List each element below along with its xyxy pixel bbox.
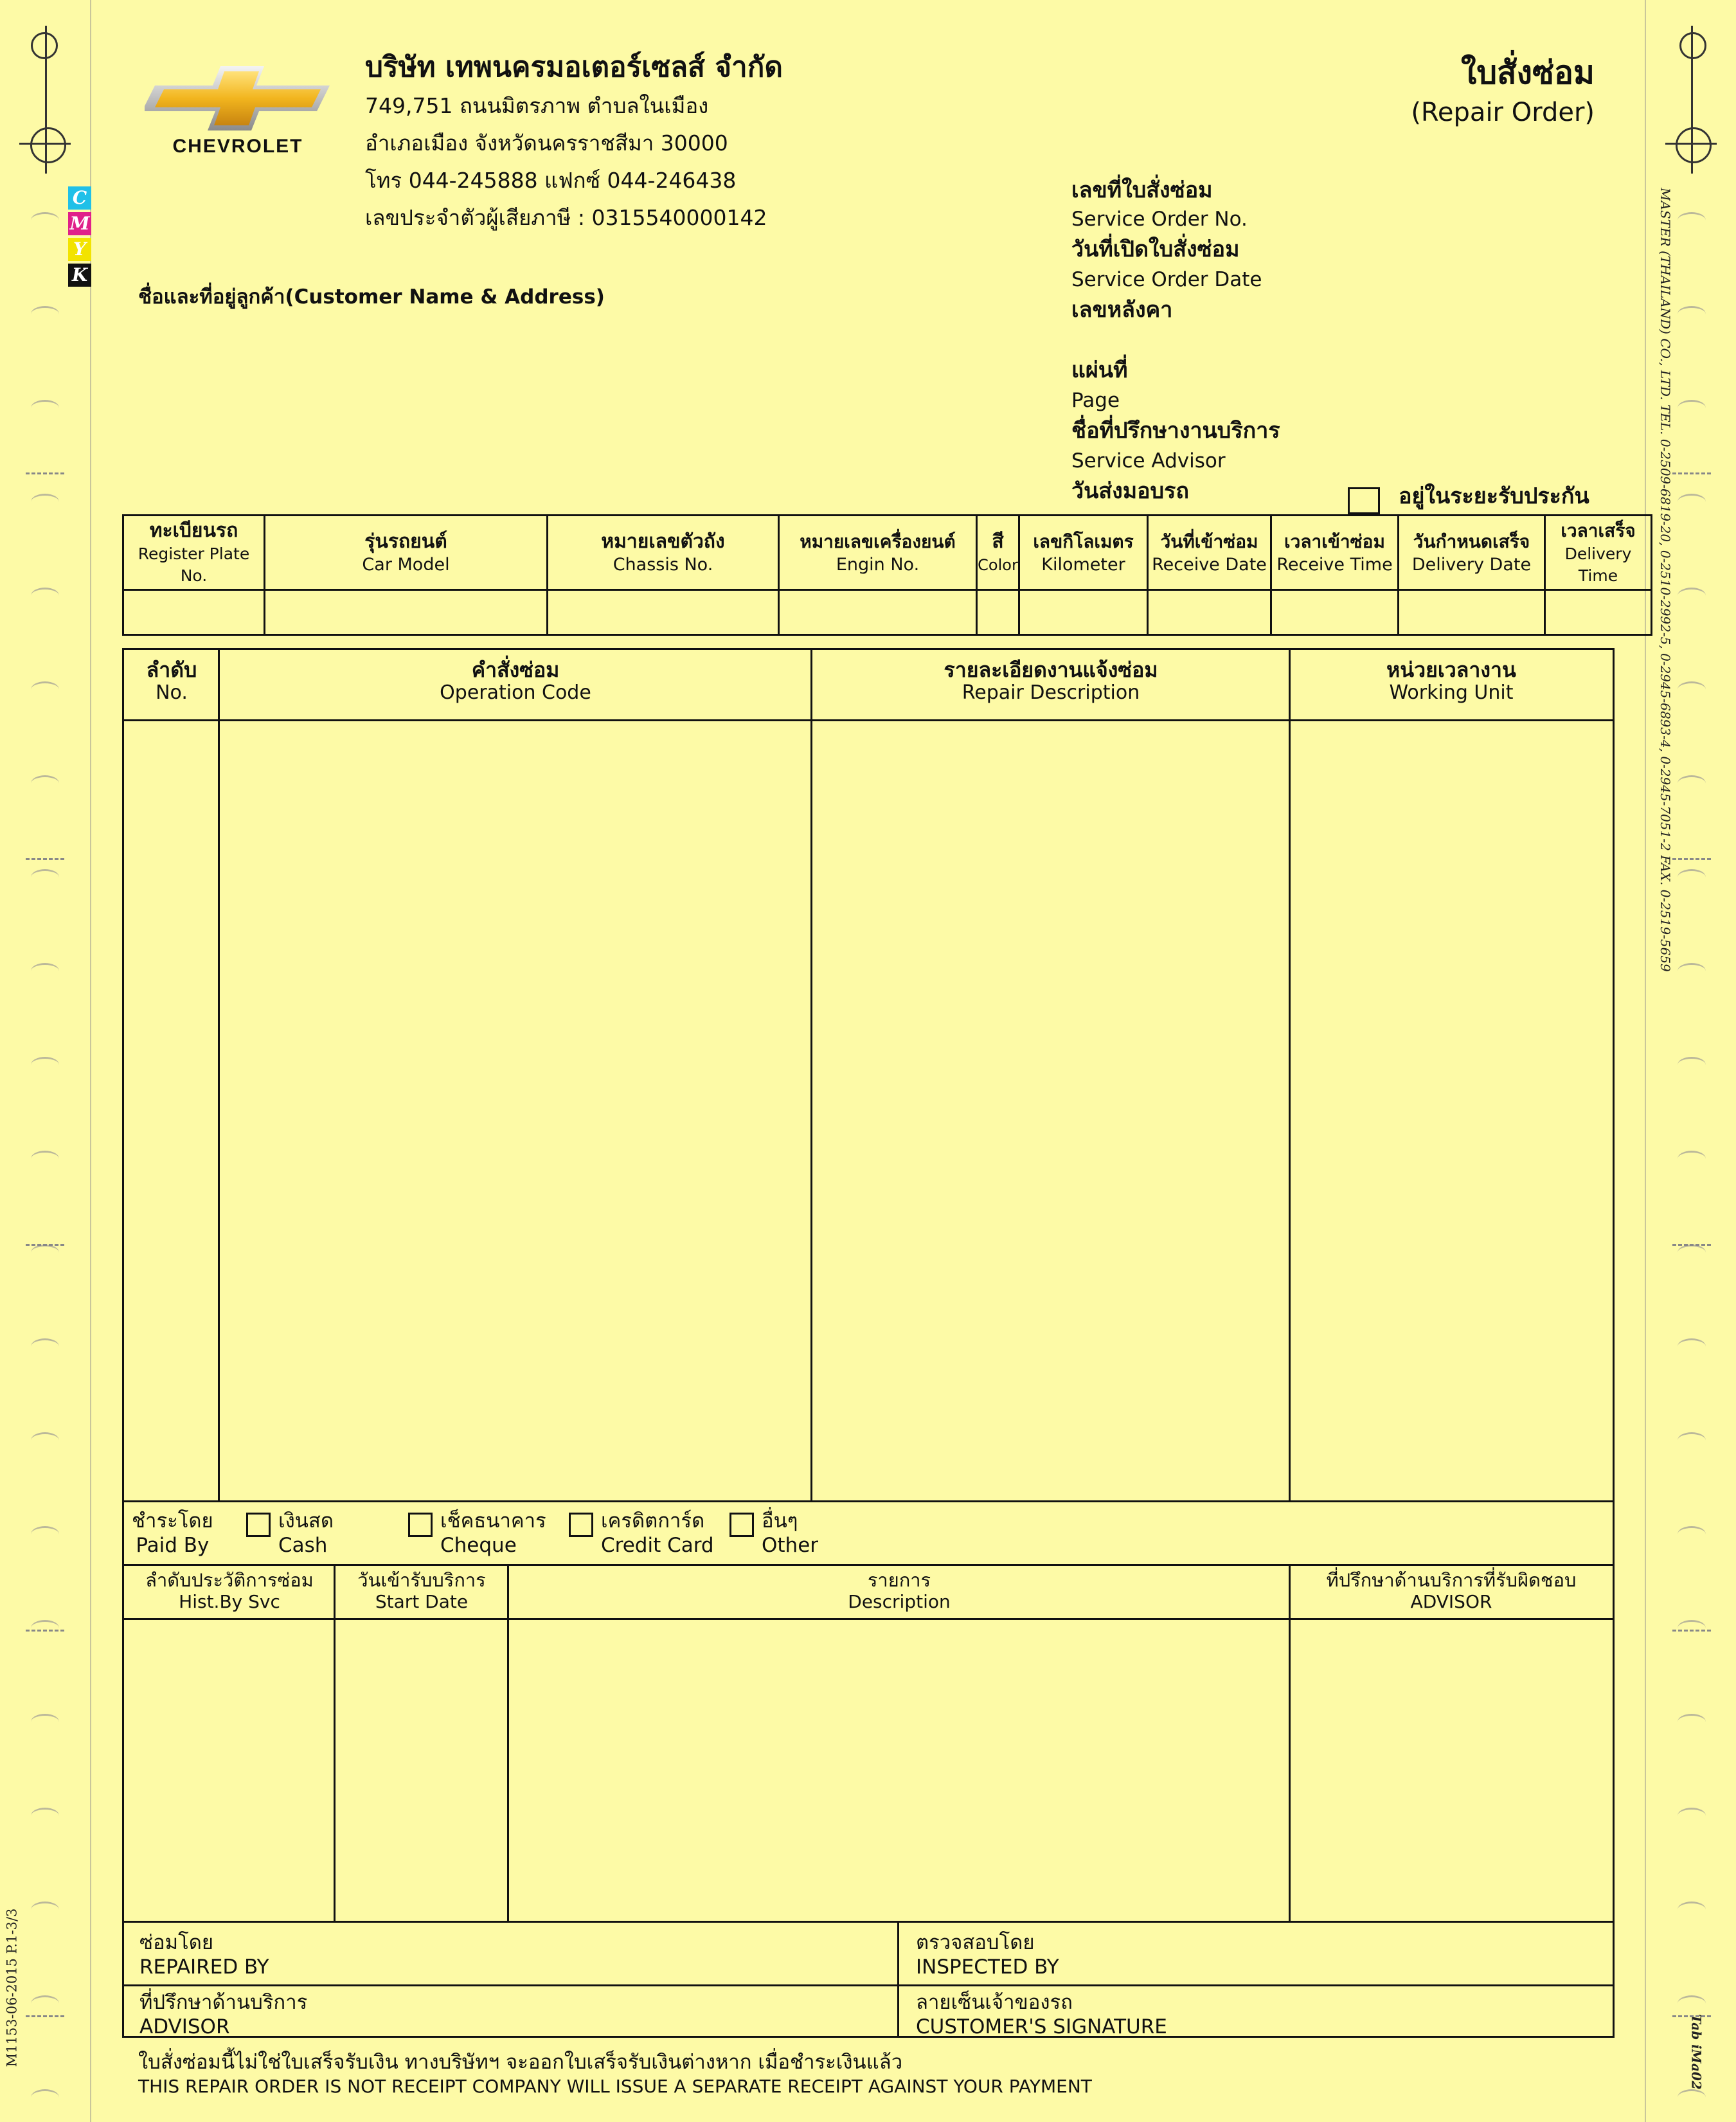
tractor-hole <box>1678 1995 1706 2011</box>
repair-order-body <box>122 648 1615 2038</box>
tractor-hole <box>31 400 59 416</box>
col-repair-description: รายละเอียดงานแจ้งซ่อม Repair Description <box>944 658 1158 704</box>
col-color: สี Color <box>977 516 1019 590</box>
delivery-date-cell[interactable] <box>1399 590 1545 635</box>
tractor-hole <box>31 1151 59 1167</box>
tractor-hole <box>1678 1526 1706 1542</box>
cash-checkbox[interactable] <box>246 1513 271 1537</box>
perforation-mark <box>26 2015 64 2017</box>
tractor-hole <box>1678 212 1706 228</box>
tractor-hole <box>1678 1620 1706 1636</box>
company-header <box>365 48 783 237</box>
tab-code-text: Tab iMa02 <box>1688 2014 1705 2090</box>
other-checkbox[interactable] <box>729 1513 754 1537</box>
col-car-model: รุ่นรถยนต์ Car Model <box>265 516 548 590</box>
form-code-text: M1153-06-2015 P.1-3/3 <box>4 1908 20 2067</box>
tractor-hole <box>31 1902 59 1918</box>
footer-note-thai: ใบสั่งซ่อมนี้ไม่ใช่ใบเสร็จรับเงิน ทางบริษัทฯ จะออกใบเสร็จรับเงินต่างหาก เมื่อชำระเงินแล้ว <box>138 2051 903 2074</box>
col-engine-no: หมายเลขเครื่องยนต์ Engin No. <box>779 516 977 590</box>
cheque-checkbox[interactable] <box>408 1513 433 1537</box>
perforation-mark <box>1672 2015 1711 2017</box>
tractor-hole <box>31 963 59 979</box>
tractor-hole <box>31 588 59 604</box>
cheque-label: เช็คธนาคาร <box>440 1509 546 1533</box>
footer-note-english: THIS REPAIR ORDER IS NOT RECEIPT COMPANY WILL ISSUE A SEPARATE RECEIPT AGAINST YOUR PAYMENT <box>138 2076 1092 2097</box>
tractor-hole <box>31 681 59 697</box>
col-no: ลำดับ No. <box>146 658 197 704</box>
cmyk-y-swatch: Y <box>68 238 91 261</box>
bowtie-icon <box>145 61 331 132</box>
delivery-time-cell[interactable] <box>1545 590 1652 635</box>
tractor-hole <box>31 306 59 322</box>
tractor-hole <box>31 1245 59 1261</box>
tractor-hole <box>1678 1808 1706 1824</box>
title-english: (Repair Order) <box>1411 98 1595 127</box>
customer-signature-field[interactable]: ลายเซ็นเจ้าของรถ CUSTOMER'S SIGNATURE <box>916 1991 1167 2038</box>
tractor-hole <box>1678 1245 1706 1261</box>
other-label: อื่นๆ <box>762 1509 798 1533</box>
col-description: รายการ Description <box>848 1569 951 1612</box>
tractor-hole <box>31 494 59 510</box>
tractor-hole <box>31 869 59 885</box>
cmyk-k-swatch: K <box>68 264 91 287</box>
perforation-mark <box>1672 858 1711 860</box>
tractor-hole <box>31 1714 59 1730</box>
credit-card-label: เครดิตการ์ด <box>601 1509 705 1533</box>
perforation-mark <box>26 1630 64 1632</box>
cmyk-c-swatch: C <box>68 186 91 210</box>
register-plate-cell[interactable] <box>123 590 265 635</box>
page-label-en: Page <box>1071 389 1120 412</box>
tractor-hole <box>1678 494 1706 510</box>
repair-items-area[interactable] <box>124 721 1613 1500</box>
paid-by-label: ชำระโดย Paid By <box>132 1509 213 1557</box>
registration-mark-circle <box>1679 32 1706 59</box>
service-order-no-label: เลขที่ใบสั่งซ่อม <box>1071 177 1213 203</box>
title-thai: ใบสั่งซ่อม <box>1460 54 1595 91</box>
col-start-date: วันเข้ารับบริการ Start Date <box>357 1569 486 1612</box>
tractor-hole <box>1678 1432 1706 1448</box>
company-phone: โทร 044-245888 แฟกซ์ 044-246438 <box>365 168 737 193</box>
warranty-checkbox[interactable] <box>1348 487 1380 514</box>
cheque-label-en: Cheque <box>440 1534 517 1557</box>
service-order-date-label: วันที่เปิดใบสั่งซ่อม <box>1071 237 1240 262</box>
receive-date-cell[interactable] <box>1148 590 1271 635</box>
tractor-hole <box>1678 963 1706 979</box>
registration-mark-circle <box>1676 127 1712 163</box>
perforation-mark <box>1672 1244 1711 1246</box>
registration-mark-circle <box>31 32 58 59</box>
vehicle-table-header <box>123 516 1652 590</box>
tractor-hole <box>31 775 59 791</box>
tractor-hole <box>1678 306 1706 322</box>
company-tax-id: เลขประจำตัวผู้เสียภาษี : 0315540000142 <box>365 205 767 230</box>
payment-row <box>124 1500 1613 1566</box>
warranty-option[interactable] <box>1348 478 1589 514</box>
footer-note <box>138 2049 1092 2098</box>
tractor-hole <box>31 2089 59 2105</box>
col-delivery-date: วันกำหนดเสร็จ Delivery Date <box>1399 516 1545 590</box>
customer-name-address-label: ชื่อและที่อยู่ลูกค้า(Customer Name & Address) <box>138 285 605 309</box>
vehicle-table-row <box>123 590 1652 635</box>
tank-no-label: เลขหลังคา <box>1071 297 1173 323</box>
tractor-hole <box>31 212 59 228</box>
chevrolet-logo <box>145 61 331 157</box>
cmyk-color-bar <box>68 186 91 289</box>
credit-card-label-en: Credit Card <box>601 1534 714 1557</box>
other-label-en: Other <box>762 1534 819 1557</box>
col-chassis-no: หมายเลขตัวถัง Chassis No. <box>548 516 779 590</box>
cash-label: เงินสด <box>278 1509 334 1533</box>
registration-line <box>19 143 71 145</box>
col-operation-code: คำสั่งซ่อม Operation Code <box>440 658 591 704</box>
col-register-plate: ทะเบียนรถ Register Plate No. <box>123 516 265 590</box>
col-delivery-time: เวลาเสร็จ Delivery Time <box>1545 516 1652 590</box>
car-model-cell[interactable] <box>265 590 548 635</box>
order-info-block <box>1071 175 1637 508</box>
repair-table-header <box>124 650 1613 721</box>
col-kilometer: เลขกิโลเมตร Kilometer <box>1019 516 1148 590</box>
registration-mark-circle <box>30 127 66 163</box>
signature-row-2 <box>124 1983 1613 2042</box>
tractor-hole <box>1678 1902 1706 1918</box>
printer-info-text: MASTER (THAILAND) CO., LTD. TEL. 0-2509-6819-20, 0-2510-2992-5, 0-2945-6893-4, 0-2945-7051-2 FAX. 0-2519-5659 <box>1658 188 1673 972</box>
tractor-hole <box>1678 681 1706 697</box>
cash-label-en: Cash <box>278 1534 328 1557</box>
inspected-by-field[interactable]: ตรวจสอบโดย INSPECTED BY <box>916 1931 1059 1979</box>
col-receive-date: วันที่เข้าซ่อม Receive Date <box>1148 516 1271 590</box>
tractor-hole <box>31 1432 59 1448</box>
service-order-date-label-en: Service Order Date <box>1071 268 1262 291</box>
history-table-header <box>124 1564 1613 1620</box>
perforation-mark <box>1672 1630 1711 1632</box>
logo-wordmark: CHEVROLET <box>172 136 303 157</box>
perforation-mark <box>26 1244 64 1246</box>
tractor-hole <box>1678 869 1706 885</box>
vehicle-info-table <box>122 514 1652 636</box>
service-order-no-label-en: Service Order No. <box>1071 208 1248 231</box>
tractor-hole <box>31 1620 59 1636</box>
perforation-mark <box>1672 472 1711 474</box>
advisor-signature-field[interactable]: ที่ปรึกษาด้านบริการ ADVISOR <box>139 1991 308 2038</box>
tractor-hole <box>31 1995 59 2011</box>
company-name: บริษัท เทพนครมอเตอร์เซลส์ จำกัด <box>365 51 783 84</box>
tractor-hole <box>1678 1714 1706 1730</box>
col-receive-time: เวลาเข้าซ่อม Receive Time <box>1271 516 1399 590</box>
perforation-mark <box>26 858 64 860</box>
repaired-by-field[interactable]: ซ่อมโดย REPAIRED BY <box>139 1931 269 1979</box>
history-items-area[interactable] <box>124 1620 1613 1921</box>
delivery-date-label: วันส่งมอบรถ <box>1071 478 1189 504</box>
receive-time-cell[interactable] <box>1271 590 1399 635</box>
company-address-line1: 749,751 ถนนมิตรภาพ ตำบลในเมือง <box>365 93 709 118</box>
tractor-hole <box>1678 775 1706 791</box>
engine-no-cell[interactable] <box>779 590 977 635</box>
service-advisor-label: ชื่อที่ปรึกษางานบริการ <box>1071 418 1280 444</box>
tractor-hole <box>31 1526 59 1542</box>
color-cell[interactable] <box>977 590 1019 635</box>
tractor-hole <box>1678 1151 1706 1167</box>
chassis-no-cell[interactable] <box>548 590 779 635</box>
kilometer-cell[interactable] <box>1019 590 1148 635</box>
col-hist-by-svc: ลำดับประวัติการซ่อม Hist.By Svc <box>145 1569 314 1612</box>
signature-col-divider <box>897 1921 899 2038</box>
registration-line <box>1665 143 1717 145</box>
tractor-hole <box>1678 400 1706 416</box>
signature-row-1 <box>124 1921 1613 1986</box>
document-title <box>1411 50 1595 130</box>
page-label: แผ่นที่ <box>1071 357 1128 383</box>
service-advisor-label-en: Service Advisor <box>1071 449 1226 472</box>
credit-card-checkbox[interactable] <box>569 1513 593 1537</box>
tractor-hole <box>31 1808 59 1824</box>
tractor-hole <box>1678 1338 1706 1354</box>
tractor-hole <box>1678 588 1706 604</box>
perforation-mark <box>26 472 64 474</box>
tractor-hole <box>31 1057 59 1073</box>
col-advisor: ที่ปรึกษาด้านบริการที่รับผิดชอบ ADVISOR <box>1326 1569 1577 1612</box>
cmyk-m-swatch: M <box>68 212 91 235</box>
tractor-hole <box>1678 2089 1706 2105</box>
company-address-line2: อำเภอเมือง จังหวัดนครราชสีมา 30000 <box>365 130 728 156</box>
warranty-label: อยู่ในระยะรับประกัน <box>1399 483 1589 509</box>
col-working-unit: หน่วยเวลางาน Working Unit <box>1386 658 1516 704</box>
tractor-hole <box>31 1338 59 1354</box>
tractor-hole <box>1678 1057 1706 1073</box>
